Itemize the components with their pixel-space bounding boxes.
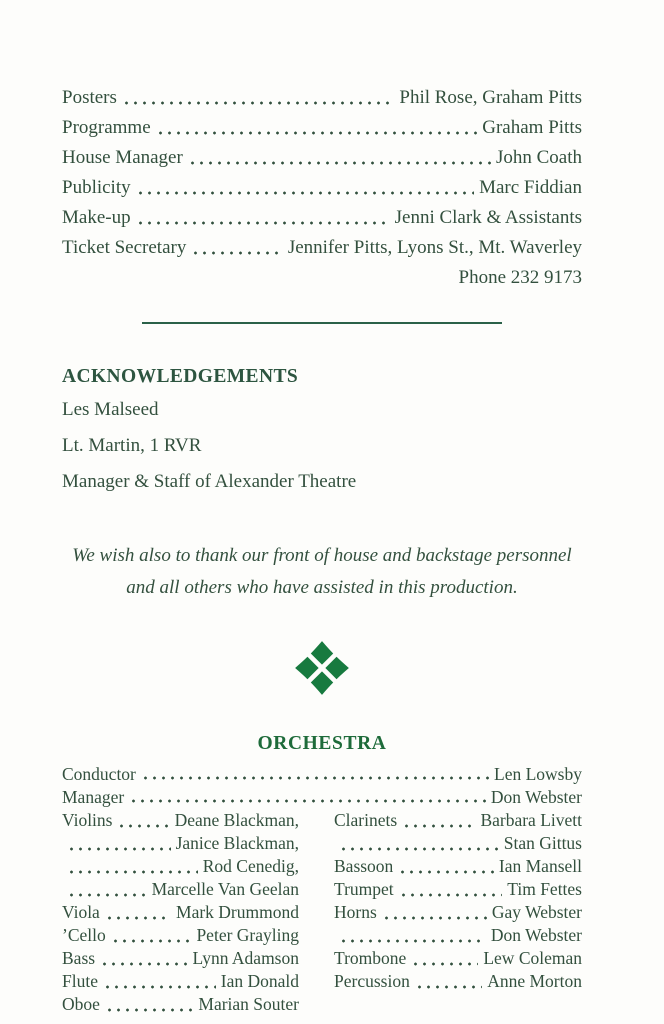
dot-leader — [135, 221, 390, 225]
orchestra-row — [62, 970, 299, 993]
credit-role: Make-up — [62, 207, 131, 228]
orchestra-role: Bass — [62, 948, 96, 968]
orchestra-role: Trombone — [334, 948, 407, 968]
orchestra-row — [334, 947, 582, 970]
orchestra-name: Marian Souter — [198, 994, 299, 1014]
orchestra-row — [62, 855, 299, 878]
orchestra-name: Mark Drummond — [176, 902, 299, 922]
ornament-container — [62, 634, 582, 707]
orchestra-row — [334, 809, 582, 832]
orchestra-role: Flute — [62, 971, 98, 991]
orchestra-name: Tim Fettes — [507, 879, 582, 899]
orchestra-role: Trumpet — [334, 879, 394, 899]
orchestra-row — [334, 970, 582, 993]
orchestra-title: ORCHESTRA — [257, 733, 387, 754]
orchestra-row — [62, 947, 299, 970]
credit-row — [62, 206, 582, 230]
dot-leader — [381, 916, 487, 920]
orchestra-row — [62, 832, 299, 855]
credit-row — [62, 176, 582, 200]
orchestra-name: Gay Webster — [491, 902, 582, 922]
dot-leader — [66, 847, 171, 851]
orchestra-name: Don Webster — [490, 787, 582, 807]
credit-role: House Manager — [62, 147, 183, 168]
dot-leader — [135, 191, 474, 195]
orchestra-right-column — [334, 809, 582, 1016]
orchestra-full-rows — [62, 763, 582, 808]
orchestra-name: Len Lowsby — [494, 764, 582, 784]
orchestra-name: Lew Coleman — [483, 948, 582, 968]
orchestra-row — [334, 901, 582, 924]
dot-leader — [102, 985, 216, 989]
credit-row — [62, 236, 582, 260]
credit-name: John Coath — [495, 147, 582, 168]
dot-leader — [338, 939, 486, 943]
acknowledgements-section — [62, 366, 582, 496]
acknowledgement-item: Manager & Staff of Alexander Theatre — [62, 471, 357, 492]
orchestra-name: Barbara Livett — [480, 810, 582, 830]
orchestra-row — [62, 924, 299, 947]
orchestra-row — [334, 878, 582, 901]
credit-name: Phil Rose, Graham Pitts — [399, 87, 582, 108]
orchestra-row — [334, 855, 582, 878]
dot-leader — [104, 1008, 193, 1012]
credits-section — [62, 86, 582, 290]
orchestra-role: Horns — [334, 902, 377, 922]
orchestra-name: Peter Grayling — [196, 925, 299, 945]
dot-leader — [128, 799, 486, 803]
orchestra-row — [62, 786, 582, 808]
orchestra-role: Conductor — [62, 764, 136, 784]
phone-number: Phone 232 9173 — [458, 267, 582, 288]
credit-role: Programme — [62, 117, 151, 138]
credit-role: Posters — [62, 87, 117, 108]
dot-leader — [66, 870, 198, 874]
credit-role: Publicity — [62, 177, 131, 198]
orchestra-name: Deane Blackman, — [174, 810, 299, 830]
orchestra-name: Anne Morton — [487, 971, 582, 991]
orchestra-name: Lynn Adamson — [192, 948, 299, 968]
orchestra-role: Viola — [62, 902, 100, 922]
orchestra-name: Ian Mansell — [498, 856, 582, 876]
orchestra-name: Janice Blackman, — [175, 833, 299, 853]
acknowledgements-title: ACKNOWLEDGEMENTS — [62, 366, 299, 387]
dot-leader — [104, 916, 171, 920]
programme-page — [62, 0, 582, 1016]
thanks-note-line1: We wish also to thank our front of house and backstage personnel — [72, 545, 572, 566]
orchestra-role: Bassoon — [334, 856, 394, 876]
thanks-note-line2: and all others who have assisted in this production. — [126, 577, 518, 598]
dot-leader — [401, 824, 475, 828]
dot-leader — [110, 939, 192, 943]
orchestra-role: Clarinets — [334, 810, 398, 830]
dot-leader — [121, 101, 394, 105]
orchestra-row — [62, 763, 582, 785]
dot-leader — [187, 161, 491, 165]
credit-name: Marc Fiddian — [479, 177, 582, 198]
orchestra-name: Ian Donald — [220, 971, 299, 991]
credit-role: Ticket Secretary — [62, 237, 187, 258]
orchestra-role: Percussion — [334, 971, 410, 991]
credit-name: Jenni Clark & Assistants — [394, 207, 582, 228]
dot-leader — [414, 985, 482, 989]
thanks-note — [62, 540, 582, 604]
orchestra-row — [334, 924, 582, 947]
credit-name: Jennifer Pitts, Lyons St., Mt. Waverley — [287, 237, 582, 258]
acknowledgement-item: Lt. Martin, 1 RVR — [62, 435, 202, 456]
dot-leader — [155, 131, 478, 135]
dot-leader — [66, 893, 147, 897]
orchestra-role: ’Cello — [62, 925, 106, 945]
orchestra-columns — [62, 809, 582, 1016]
dot-leader — [398, 893, 503, 897]
credit-row — [62, 86, 582, 110]
orchestra-left-column — [62, 809, 299, 1016]
orchestra-role: Violins — [62, 810, 113, 830]
orchestra-role: Manager — [62, 787, 125, 807]
diamond-ornament-icon — [294, 634, 350, 702]
credit-name: Graham Pitts — [482, 117, 582, 138]
credit-row — [62, 146, 582, 170]
orchestra-name: Rod Cenedig, — [202, 856, 299, 876]
orchestra-name: Stan Gittus — [503, 833, 582, 853]
credit-row — [62, 116, 582, 140]
orchestra-row — [62, 878, 299, 901]
orchestra-name: Don Webster — [490, 925, 582, 945]
orchestra-row — [334, 832, 582, 855]
dot-leader — [99, 962, 187, 966]
orchestra-role: Oboe — [62, 994, 100, 1014]
acknowledgement-item: Les Malseed — [62, 399, 159, 420]
dot-leader — [190, 251, 282, 255]
dot-leader — [410, 962, 478, 966]
orchestra-name: Marcelle Van Geelan — [151, 879, 299, 899]
dot-leader — [140, 776, 489, 780]
dot-leader — [116, 824, 169, 828]
orchestra-section — [62, 733, 582, 1016]
dot-leader — [397, 870, 494, 874]
dot-leader — [338, 847, 499, 851]
orchestra-row — [62, 993, 299, 1016]
orchestra-row — [62, 809, 299, 832]
section-divider — [142, 322, 502, 324]
orchestra-row — [62, 901, 299, 924]
